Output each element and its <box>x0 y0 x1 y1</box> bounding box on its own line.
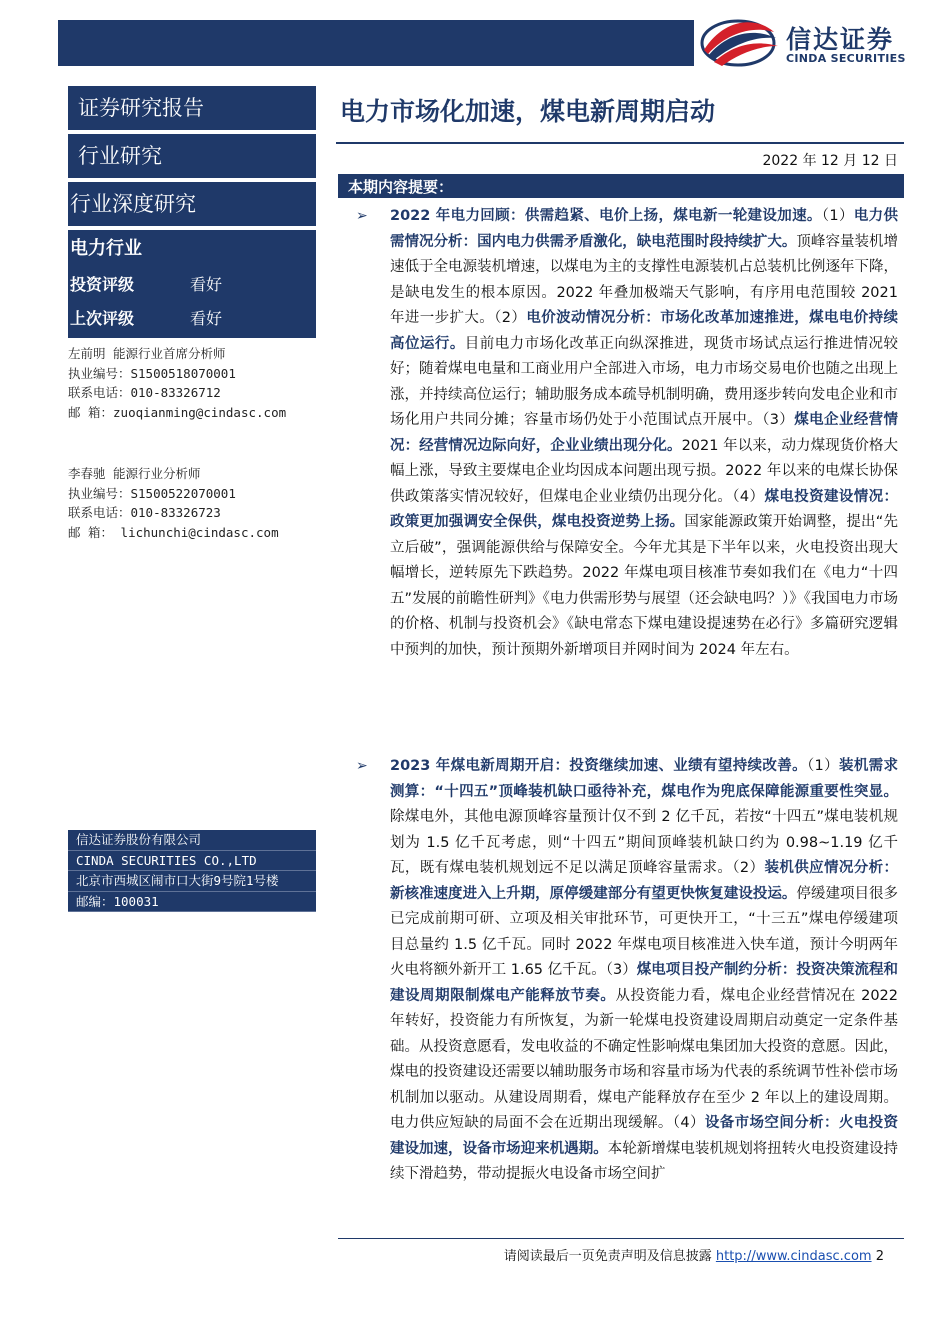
company-postcode: 邮编：100031 <box>68 892 316 913</box>
highlight-text: 设备市场空间分析：火电投资建设加速，设备市场迎来机遇期。 <box>390 1115 898 1157</box>
body-text: 目前电力市场化改革正向纵深推进，现货市场试点运行推进情况较好；随着煤电电量和工商业用户全部进入市场，电力市场交易电价也随之出现上涨，并持续高位运行；辅助服务成本疏导机制明确，费用逐步转向发电企业和市场化用户共同分摊；容量市场仍处于小范围试点开展中。（3） <box>390 335 899 428</box>
bullet-arrow-icon: ➢ <box>356 208 368 224</box>
summary-header <box>338 174 904 198</box>
footer-disclaimer: 请阅读最后一页免责声明及信息披露 <box>503 1249 716 1264</box>
company-address: 北京市西城区闹市口大街9号院1号楼 <box>68 871 316 892</box>
prev-rating-value: 看好 <box>190 309 223 328</box>
summary-paragraph <box>390 754 898 1188</box>
industry: 电力行业 <box>70 238 142 259</box>
page-title: 电力市场化加速，煤电新周期启动 <box>340 97 716 126</box>
summary-paragraph <box>390 204 898 663</box>
analyst-id: 执业编号：S1500518070001 <box>68 365 236 381</box>
body-text: 本轮新增煤电装机规划将扭转火电投资建设持续下滑趋势，带动提振火电设备市场空间扩 <box>390 1140 899 1182</box>
header-banner <box>58 20 694 66</box>
body-text: 停缓建项目很多已完成前期可研、立项及相关审批环节，可更快开工，“十三五”煤电停缓建项目总量约 1.5 亿千瓦。同时 2022 年煤电项目核准进入快车道，预计今明两年火电将额外新开工 1.65 亿千瓦。（3） <box>390 885 899 978</box>
subcategory-block <box>68 182 316 226</box>
highlight-text: 装机供应情况分析：新核准速度进入上升期，原停缓建部分有望更快恢复建设投运。 <box>390 860 898 902</box>
analyst-id: 执业编号：S1500522070001 <box>68 485 236 501</box>
brand-name-en: CINDA SECURITIES <box>786 52 906 65</box>
analyst-name: 左前明 能源行业首席分析师 <box>68 346 226 361</box>
highlight-text: 2023 年煤电新周期开启：投资继续加速、业绩有望持续改善。 <box>390 758 807 774</box>
previous-rating <box>68 302 316 332</box>
brand-name-cn: 信达证券 <box>786 25 895 54</box>
report-date: 2022 年 12 月 12 日 <box>762 153 898 169</box>
body-text: 国家能源政策开始调整，提出“先立后破”，强调能源供给与保障安全。今年尤其是下半年以来，火电投资出现大幅增长，逆转原先下跌趋势。2022 年煤电项目核准节奏如我们在《电力“十四五”发展的前瞻性研判》《电力供需形势与展望（还会缺电吗？）》《我国电力市场的价格、机制与投资机会》《缺电常态下煤电建设提速势在必行》多篇研究逻辑中预判的加快，预计预期外新增项目并网时间为 2024 年左右。 <box>390 514 898 658</box>
analyst-email: 邮 箱：zuoqianming@cindasc.com <box>68 404 287 420</box>
footer-website-link[interactable]: http://www.cindasc.com <box>715 1249 872 1264</box>
analyst-phone: 联系电话：010-83326712 <box>68 385 221 400</box>
body-text: 从投资能力看，煤电企业经营情况在 2022 年转好，投资能力有所恢复，为新一轮煤电投资建设周期启动奠定一定条件基础。从投资意愿看，发电收益的不确定性影响煤电集团加大投资的意愿。因此，煤电的投资建设还需要以辅助服务市场和容量市场为代表的系统调节性补偿市场机制加以驱动。从建设周期看，煤电产能释放存在至少 2 年以上的建设周期。电力供应短缺的局面不会在近期出现缓解。（4） <box>390 987 899 1131</box>
highlight-text: 装机需求测算：“十四五”顶峰装机缺口亟待补充，煤电作为兜底保障能源重要性突显。 <box>390 758 899 800</box>
report-type-block <box>68 86 316 130</box>
highlight-text: 煤电企业经营情况：经营情况边际向好，企业业绩出现分化。 <box>390 412 898 454</box>
category: 行业研究 <box>78 144 162 168</box>
bullet-arrow-icon: ➢ <box>356 758 368 774</box>
industry-block <box>68 230 316 338</box>
analyst-email: 邮 箱： lichunchi@cindasc.com <box>68 524 279 540</box>
report-type: 证券研究报告 <box>78 96 204 120</box>
highlight-text: 煤电投资建设情况：政策更加强调安全保供，煤电投资逆势上扬。 <box>390 488 898 530</box>
analyst-card <box>68 464 316 542</box>
body-text: 顶峰容量装机增速低于全电源装机增速，以煤电为主的支撑性电源装机占总装机比例逐年下降，是缺电发生的根本原因。2022 年叠加极端天气影响，有序用电范围较 2021 年进一步扩大。（2） <box>390 233 899 326</box>
investment-rating <box>68 268 316 298</box>
prev-rating-label: 上次评级 <box>70 309 135 328</box>
company-name-cn: 信达证券股份有限公司 <box>68 830 316 851</box>
body-text: 2021 年以来，动力煤现货价格大幅上涨，导致主要煤电企业均因成本问题出现亏损。2022 年以来的电煤长协保供政策落实情况较好，但煤电企业业绩仍出现分化。（4） <box>390 437 899 505</box>
brand-swirl-icon <box>694 14 784 70</box>
brand-logo <box>694 14 934 70</box>
subcategory: 行业深度研究 <box>70 192 196 216</box>
highlight-text: 电价波动情况分析：市场化改革加速推进，煤电电价持续高位运行。 <box>390 310 898 352</box>
highlight-text: 煤电项目投产制约分析：投资决策流程和建设周期限制煤电产能释放节奏。 <box>390 962 899 1004</box>
page-footer <box>504 1245 884 1264</box>
rating-label: 投资评级 <box>70 275 135 294</box>
body-text: （1） <box>806 758 839 774</box>
body-text: （1） <box>821 208 854 224</box>
analyst-name: 李春驰 能源行业分析师 <box>68 466 201 481</box>
title-divider <box>336 142 904 144</box>
analyst-phone: 联系电话：010-83326723 <box>68 505 221 520</box>
company-info <box>68 830 316 912</box>
page-number: 2 <box>875 1249 884 1264</box>
analyst-card <box>68 344 316 422</box>
footer-divider <box>338 1238 904 1239</box>
body-text: 除煤电外，其他电源顶峰容量预计仅不到 2 亿千瓦，若按“十四五”煤电装机规划为 1.5 亿千瓦考虑，则“十四五”期间顶峰装机缺口约为 0.98~1.19 亿千瓦，既有煤电装机规划远不足以满足顶峰容量需求。（2） <box>390 809 898 876</box>
highlight-text: 2022 年电力回顾：供需趋紧、电价上扬，煤电新一轮建设加速。 <box>390 208 822 224</box>
category-block <box>68 134 316 178</box>
company-name-en: CINDA SECURITIES CO.,LTD <box>68 851 316 872</box>
summary-label: 本期内容提要： <box>348 178 454 196</box>
highlight-text: 电力供需情况分析：国内电力供需矛盾激化，缺电范围时段持续扩大。 <box>390 208 899 250</box>
rating-value: 看好 <box>190 275 223 294</box>
